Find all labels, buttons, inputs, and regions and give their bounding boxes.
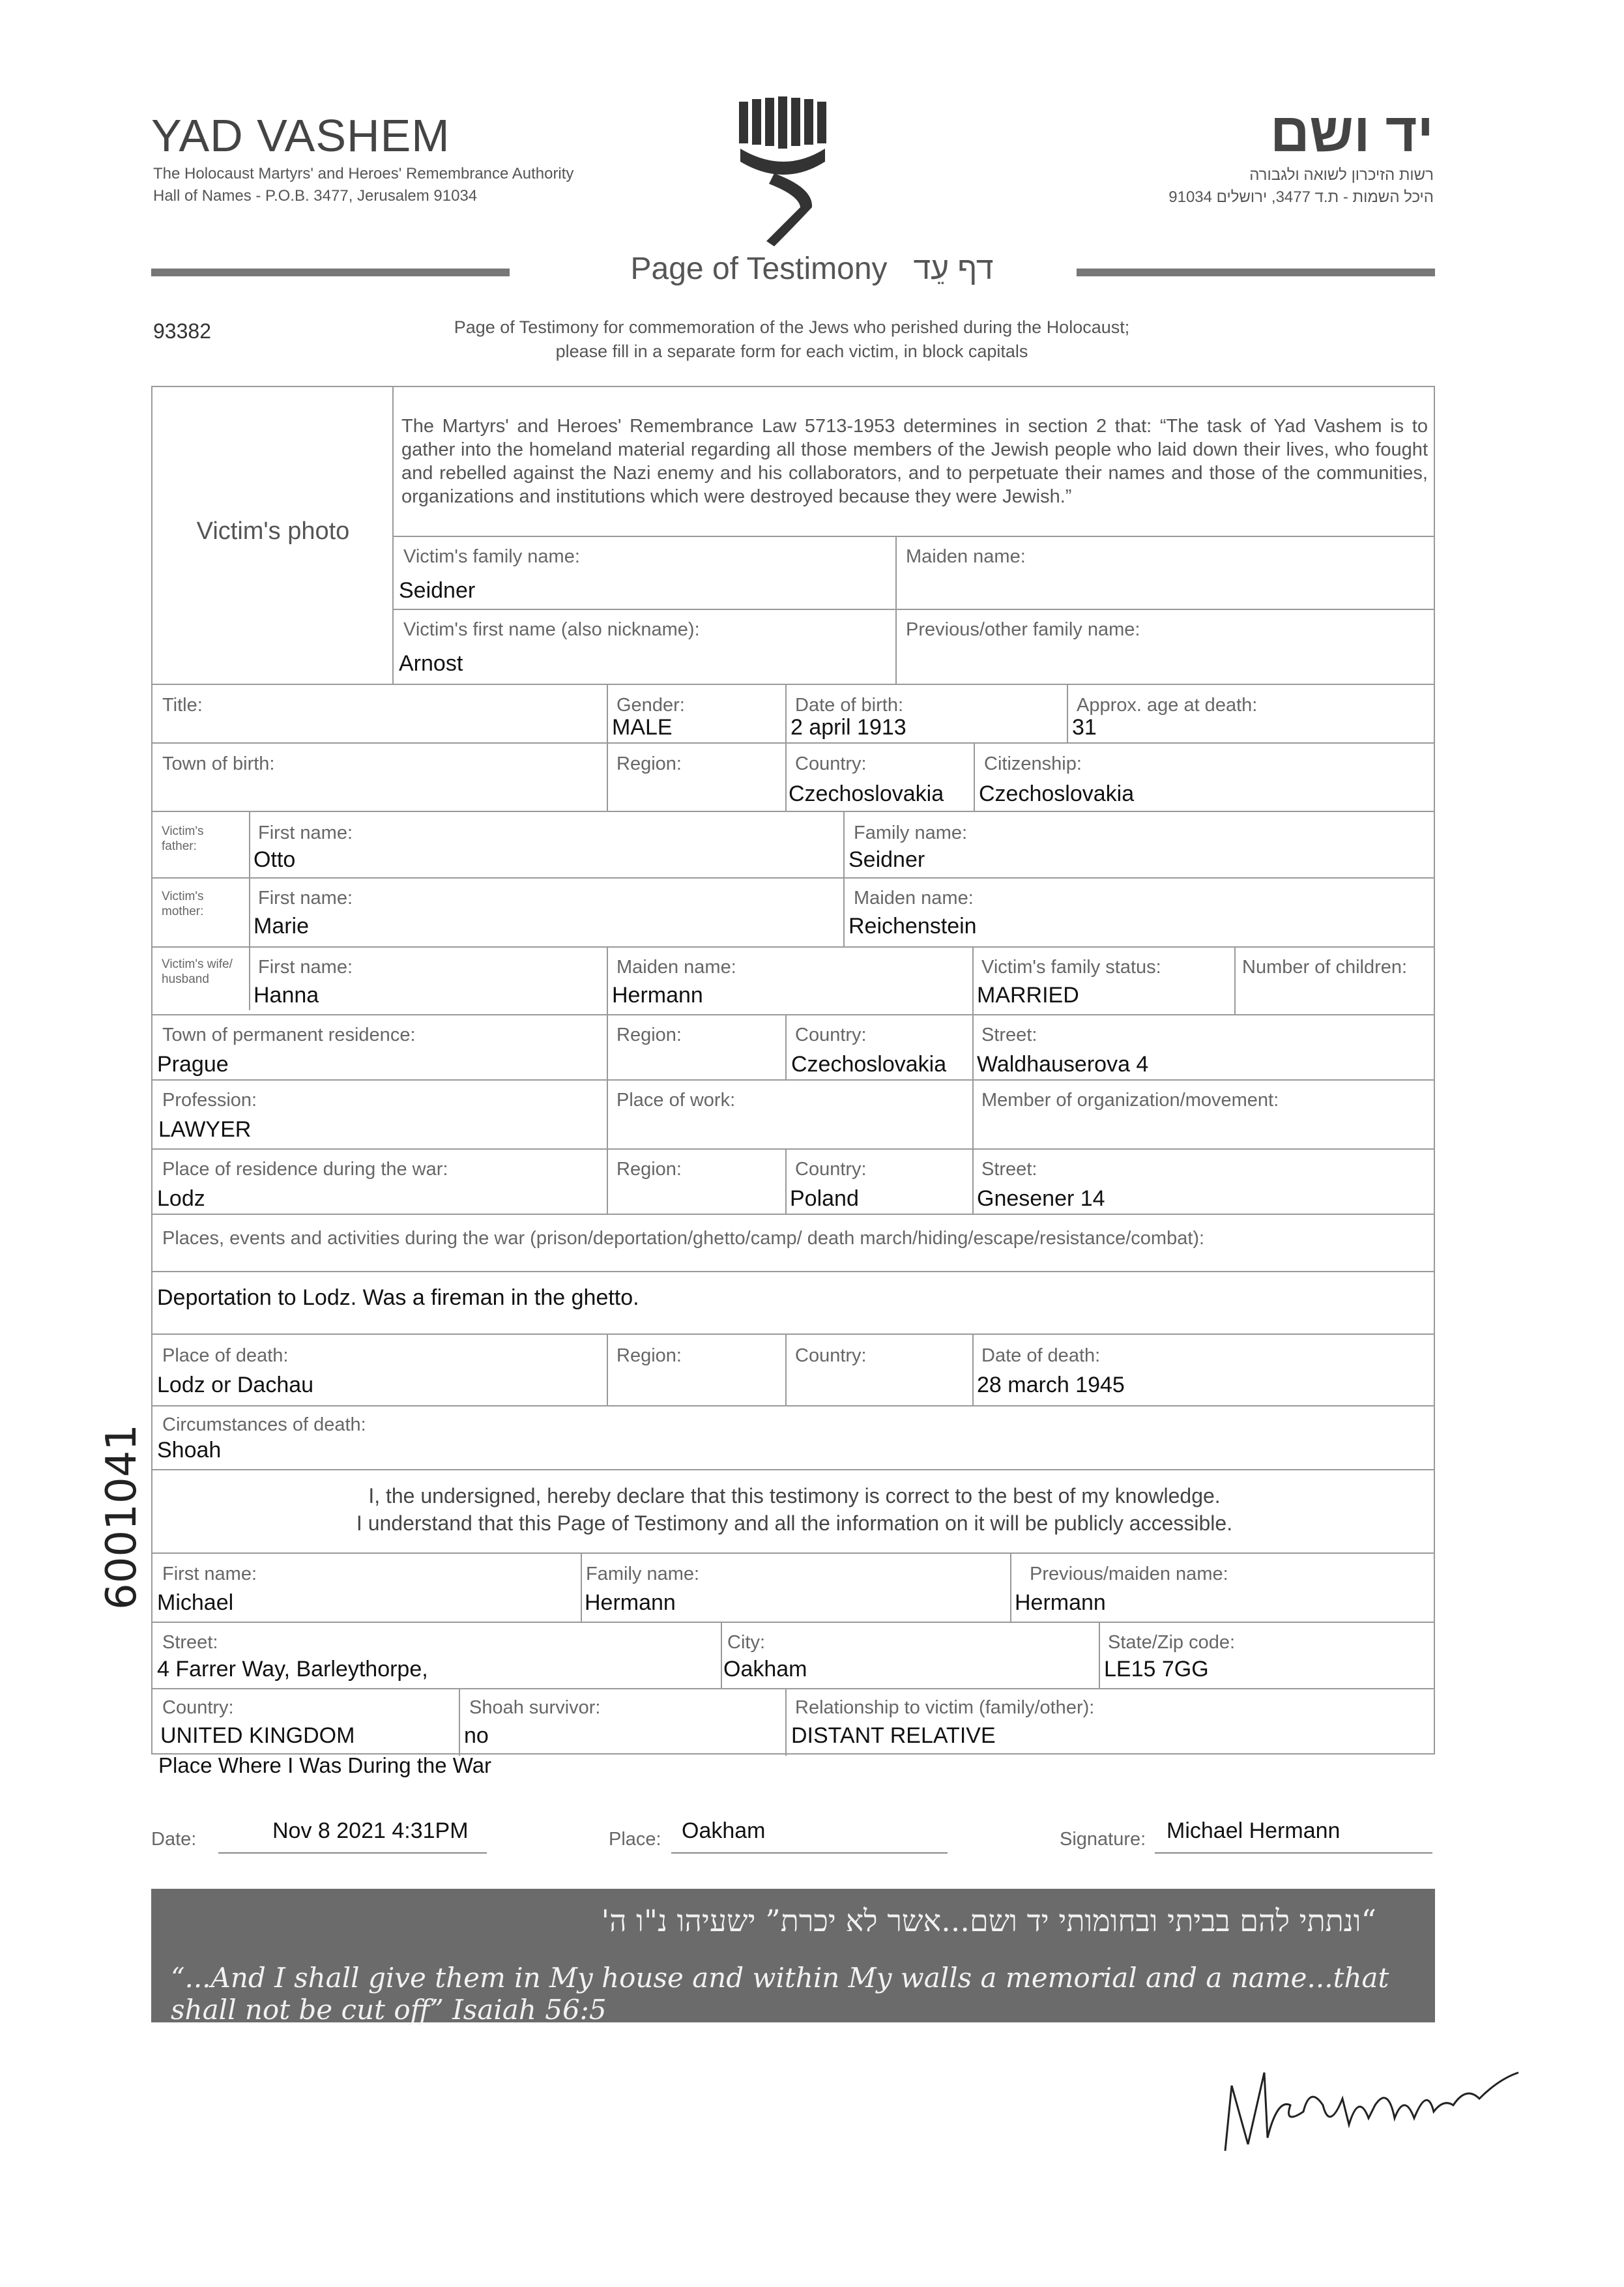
handwritten-signature bbox=[1219, 2060, 1525, 2157]
organization-label: Member of organization/movement: bbox=[981, 1090, 1279, 1111]
gender-value: MALE bbox=[612, 715, 673, 740]
form-title: Page of Testimony דף עֵד bbox=[630, 252, 994, 286]
father-first-name-label: First name: bbox=[258, 823, 353, 843]
submitter-previous-name: Hermann bbox=[1015, 1590, 1106, 1615]
place-of-work-label: Place of work: bbox=[616, 1090, 736, 1111]
residence-street: Waldhauserova 4 bbox=[977, 1052, 1149, 1077]
mother-side-label: Victim's mother: bbox=[162, 890, 204, 918]
birth-country-value: Czechoslovakia bbox=[789, 781, 944, 806]
title-label: Title: bbox=[162, 695, 203, 716]
submitter-street-label: Street: bbox=[162, 1632, 218, 1653]
form-title-hebrew: דף עֵד bbox=[913, 252, 994, 286]
org-address: Hall of Names - P.O.B. 3477, Jerusalem 91034 bbox=[153, 187, 478, 205]
residence-country: Czechoslovakia bbox=[791, 1052, 947, 1077]
isaiah-banner bbox=[151, 1889, 1435, 2026]
relationship-value: DISTANT RELATIVE bbox=[791, 1723, 996, 1748]
survivor-label: Shoah survivor: bbox=[469, 1697, 601, 1718]
residence-country-label: Country: bbox=[795, 1025, 867, 1045]
father-family-name-label: Family name: bbox=[854, 823, 968, 843]
residence-street-label: Street: bbox=[981, 1025, 1037, 1045]
victim-photo-placeholder: Victim's photo bbox=[196, 517, 350, 545]
mother-maiden-name-label: Maiden name: bbox=[854, 888, 974, 909]
residence-town-label: Town of permanent residence: bbox=[162, 1025, 416, 1045]
submitter-family-name: Hermann bbox=[585, 1590, 676, 1615]
death-place: Lodz or Dachau bbox=[157, 1373, 314, 1397]
submitter-zip-label: State/Zip code: bbox=[1108, 1632, 1236, 1653]
signoff-date: Nov 8 2021 4:31PM bbox=[272, 1818, 469, 1843]
menorah-logo bbox=[735, 96, 833, 253]
residence-region-label: Region: bbox=[616, 1025, 682, 1045]
death-region-label: Region: bbox=[616, 1345, 682, 1366]
death-circumstances-label: Circumstances of death: bbox=[162, 1414, 366, 1435]
submitter-street: 4 Farrer Way, Barleythorpe, bbox=[157, 1657, 428, 1682]
victim-family-name: Seidner bbox=[399, 578, 476, 603]
war-street: Gnesener 14 bbox=[977, 1186, 1105, 1211]
submitter-zip: LE15 7GG bbox=[1104, 1657, 1209, 1682]
death-country-label: Country: bbox=[795, 1345, 867, 1366]
victim-first-name-label: Victim's first name (also nickname): bbox=[403, 619, 700, 640]
place-during-war-note: Place Where I Was During the War bbox=[158, 1753, 492, 1777]
mother-first-name-label: First name: bbox=[258, 888, 353, 909]
residence-town: Prague bbox=[157, 1052, 229, 1077]
victim-first-name: Arnost bbox=[399, 651, 463, 676]
father-family-name: Seidner bbox=[848, 847, 925, 872]
testimony-form bbox=[151, 386, 1435, 1755]
banner-quote-hebrew: “ונתתי להם בביתי ובחומותי יד ושם...אשר לא יכרת” ישעיהו נ"ו ה' bbox=[601, 1903, 1376, 1938]
signoff-date-label: Date: bbox=[151, 1829, 197, 1850]
war-street-label: Street: bbox=[981, 1159, 1037, 1180]
signoff-place-label: Place: bbox=[609, 1829, 661, 1850]
submitter-city: Oakham bbox=[723, 1657, 807, 1682]
profession-label: Profession: bbox=[162, 1090, 257, 1111]
submitter-country-label: Country: bbox=[162, 1697, 234, 1718]
war-events-label: Places, events and activities during the war (prison/deportation/ghetto/camp/ death march/hiding/escape/resistance/combat): bbox=[162, 1228, 1205, 1249]
signature-text: Michael Hermann bbox=[1167, 1818, 1341, 1843]
law-text: The Martyrs' and Heroes' Remembrance Law 5713-1953 determines in section 2 that: “The task of Yad Vashem is to gather into the homeland material regarding all those members of the Jewish people who laid down their lives, who fought and rebelled against the Nazi enemy and his collaborators, and to perpetuate their names and those of the communities, organizations and institutions which were destroyed because they were Jewish.” bbox=[401, 416, 1428, 507]
document-number: 93382 bbox=[153, 319, 211, 343]
citizenship-label: Citizenship: bbox=[984, 753, 1082, 774]
age-label: Approx. age at death: bbox=[1077, 695, 1258, 716]
citizenship-value: Czechoslovakia bbox=[979, 781, 1135, 806]
org-name-hebrew: יד ושם bbox=[1269, 102, 1434, 163]
war-country-label: Country: bbox=[795, 1159, 867, 1180]
submitter-previous-name-label: Previous/maiden name: bbox=[1030, 1564, 1228, 1584]
relationship-label: Relationship to victim (family/other): bbox=[795, 1697, 1095, 1718]
death-place-label: Place of death: bbox=[162, 1345, 289, 1366]
margin-handwritten-number: 6001041 bbox=[98, 1423, 146, 1610]
age-value: 31 bbox=[1072, 715, 1097, 740]
profession-value: LAWYER bbox=[158, 1117, 252, 1142]
mother-first-name: Marie bbox=[254, 914, 310, 939]
death-date: 28 march 1945 bbox=[977, 1373, 1125, 1397]
dob-value: 2 april 1913 bbox=[790, 715, 906, 740]
mother-maiden-name: Reichenstein bbox=[848, 914, 977, 939]
birth-region-label: Region: bbox=[616, 753, 682, 774]
children-label: Number of children: bbox=[1242, 957, 1408, 978]
submitter-first-name: Michael bbox=[157, 1590, 234, 1615]
victim-maiden-name-label: Maiden name: bbox=[906, 546, 1026, 567]
victim-previous-name-label: Previous/other family name: bbox=[906, 619, 1140, 640]
spouse-first-name: Hanna bbox=[254, 983, 319, 1008]
death-circumstances: Shoah bbox=[157, 1438, 222, 1463]
signature-label: Signature: bbox=[1060, 1829, 1146, 1850]
signoff-place: Oakham bbox=[682, 1818, 766, 1843]
spouse-side-label: Victim's wife/ husband bbox=[162, 957, 233, 986]
war-events-value: Deportation to Lodz. Was a fireman in the ghetto. bbox=[157, 1285, 639, 1310]
submitter-first-name-label: First name: bbox=[162, 1564, 257, 1584]
father-side-label: Victim's father: bbox=[162, 824, 204, 853]
victim-family-name-label: Victim's family name: bbox=[403, 546, 580, 567]
death-date-label: Date of death: bbox=[981, 1345, 1101, 1366]
spouse-maiden-name-label: Maiden name: bbox=[616, 957, 736, 978]
town-of-birth-label: Town of birth: bbox=[162, 753, 275, 774]
war-residence-label: Place of residence during the war: bbox=[162, 1159, 448, 1180]
org-address-hebrew: היכל השמות - ת.ד 3477, ירושלים 91034 bbox=[1168, 188, 1434, 206]
family-status-label: Victim's family status: bbox=[981, 957, 1161, 978]
submitter-country: UNITED KINGDOM bbox=[160, 1723, 355, 1748]
war-residence-place: Lodz bbox=[157, 1186, 205, 1211]
birth-country-label: Country: bbox=[795, 753, 867, 774]
declaration-text: I, the undersigned, hereby declare that this testimony is correct to the best of my knowledge. I understand that this Page of Testimony and all the information on it will be publicly accessible. bbox=[356, 1484, 1233, 1535]
dob-label: Date of birth: bbox=[795, 695, 904, 716]
org-subtitle-hebrew: רשות הזיכרון לשואה ולגבורה bbox=[1249, 166, 1434, 184]
form-intro: Page of Testimony for commemoration of the Jews who perished during the Holocaust; please fill in a separate form for each victim, in block capitals bbox=[454, 317, 1130, 361]
banner-quote-english: “...And I shall give them in My house and within My walls a memorial and a name...that shall not be cut off” Isaiah 56:5 bbox=[171, 1962, 1389, 2026]
war-region-label: Region: bbox=[616, 1159, 682, 1180]
father-first-name: Otto bbox=[254, 847, 296, 872]
submitter-city-label: City: bbox=[727, 1632, 765, 1653]
survivor-value: no bbox=[464, 1723, 489, 1748]
spouse-first-name-label: First name: bbox=[258, 957, 353, 978]
submitter-family-name-label: Family name: bbox=[586, 1564, 700, 1584]
org-subtitle: The Holocaust Martyrs' and Heroes' Remembrance Authority bbox=[153, 165, 574, 182]
spouse-maiden-name: Hermann bbox=[612, 983, 703, 1008]
family-status-value: MARRIED bbox=[977, 983, 1079, 1008]
war-country: Poland bbox=[790, 1186, 859, 1211]
gender-label: Gender: bbox=[616, 695, 685, 716]
org-name: YAD VASHEM bbox=[151, 110, 450, 161]
